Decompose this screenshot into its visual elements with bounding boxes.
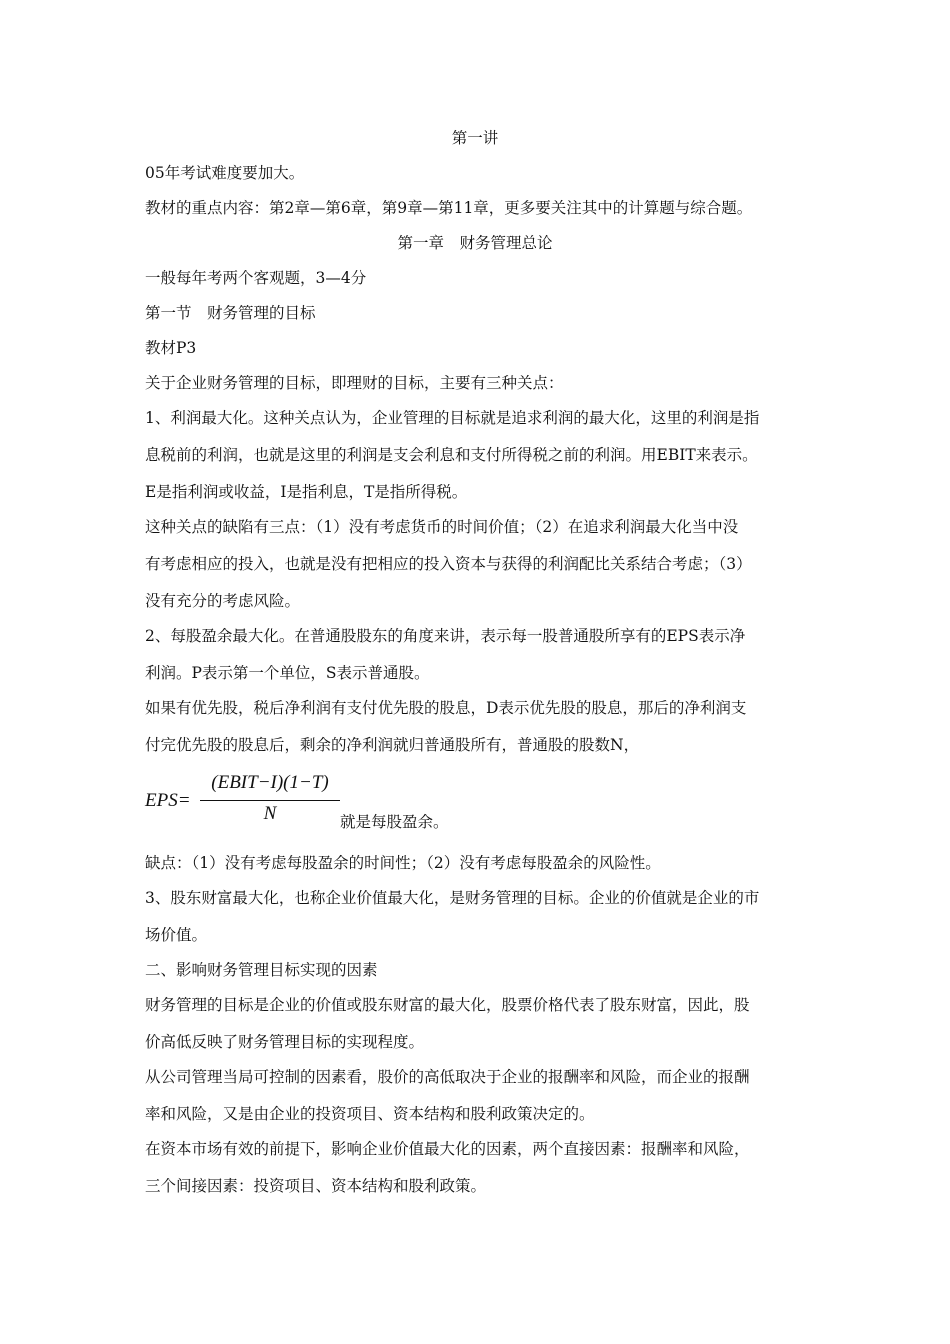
- section-heading: 第一节 财务管理的目标: [145, 304, 316, 322]
- paragraph-line: 3、股东财富最大化，也称企业价值最大化，是财务管理的目标。企业的价值就是企业的市: [145, 889, 760, 907]
- paragraph-line: 如果有优先股，税后净利润有支付优先股的股息，D表示优先股的股息，那后的净利润支: [145, 699, 747, 717]
- lecture-title: 第一讲: [451, 129, 499, 147]
- formula-trailing-text: 就是每股盈余。: [340, 813, 449, 831]
- paragraph-line: 价高低反映了财务管理目标的实现程度。: [145, 1033, 425, 1051]
- paragraph-line: 这种关点的缺陷有三点：（1）没有考虑货币的时间价值；（2）在追求利润最大化当中没: [145, 518, 739, 536]
- paragraph-line: 场价值。: [145, 926, 208, 944]
- paragraph-line: 关于企业财务管理的目标，即理财的目标，主要有三种关点：: [145, 374, 564, 392]
- paragraph-line: 1、利润最大化。这种关点认为，企业管理的目标就是追求利润的最大化，这里的利润是指: [145, 409, 760, 427]
- paragraph-line: 从公司管理当局可控制的因素看，股价的高低取决于企业的报酬率和风险，而企业的报酬: [145, 1068, 750, 1086]
- paragraph-line: 付完优先股的股息后，剩余的净利润就归普通股所有，普通股的股数N，: [145, 736, 640, 754]
- formula-numerator: (EBIT−I)(1−T): [211, 772, 329, 793]
- paragraph-line: 三个间接因素：投资项目、资本结构和股利政策。: [145, 1177, 487, 1195]
- fraction-bar: [200, 800, 340, 801]
- paragraph-line: 有考虑相应的投入，也就是没有把相应的投入资本与获得的利润配比关系结合考虑；（3）: [145, 555, 752, 573]
- paragraph-line: 缺点：（1）没有考虑每股盈余的时间性；（2）没有考虑每股盈余的风险性。: [145, 854, 661, 872]
- paragraph-line: 利润。P表示第一个单位，S表示普通股。: [145, 664, 430, 682]
- paragraph-line: 没有充分的考虑风险。: [145, 592, 301, 610]
- formula-fraction: [200, 770, 340, 825]
- paragraph-line: 一般每年考两个客观题，3—4分: [145, 269, 367, 287]
- section-heading: 二、影响财务管理目标实现的因素: [145, 961, 378, 979]
- formula-lhs: EPS=: [145, 790, 191, 811]
- paragraph-line: 财务管理的目标是企业的价值或股东财富的最大化，股票价格代表了股东财富，因此，股: [145, 996, 750, 1014]
- formula-denominator: N: [263, 803, 277, 824]
- paragraph-line: 05年考试难度要加大。: [145, 164, 305, 182]
- paragraph-line: 息税前的利润，也就是这里的利润是支会利息和支付所得税之前的利润。用EBIT来表示。: [145, 446, 758, 464]
- paragraph-line: 教材的重点内容：第2章—第6章，第9章—第11章，更多要关注其中的计算题与综合题。: [145, 199, 753, 217]
- paragraph-line: E是指利润或收益，I是指利息，T是指所得税。: [145, 483, 468, 501]
- chapter-title: 第一章 财务管理总论: [397, 234, 553, 252]
- paragraph-line: 率和风险，又是由企业的投资项目、资本结构和股利政策决定的。: [145, 1105, 595, 1123]
- paragraph-line: 教材P3: [145, 339, 197, 357]
- eps-formula: [145, 770, 545, 830]
- paragraph-line: 在资本市场有效的前提下，影响企业价值最大化的因素，两个直接因素：报酬率和风险，: [145, 1140, 750, 1158]
- paragraph-line: 2、每股盈余最大化。在普通股股东的角度来讲，表示每一股普通股所享有的EPS表示净: [145, 627, 746, 645]
